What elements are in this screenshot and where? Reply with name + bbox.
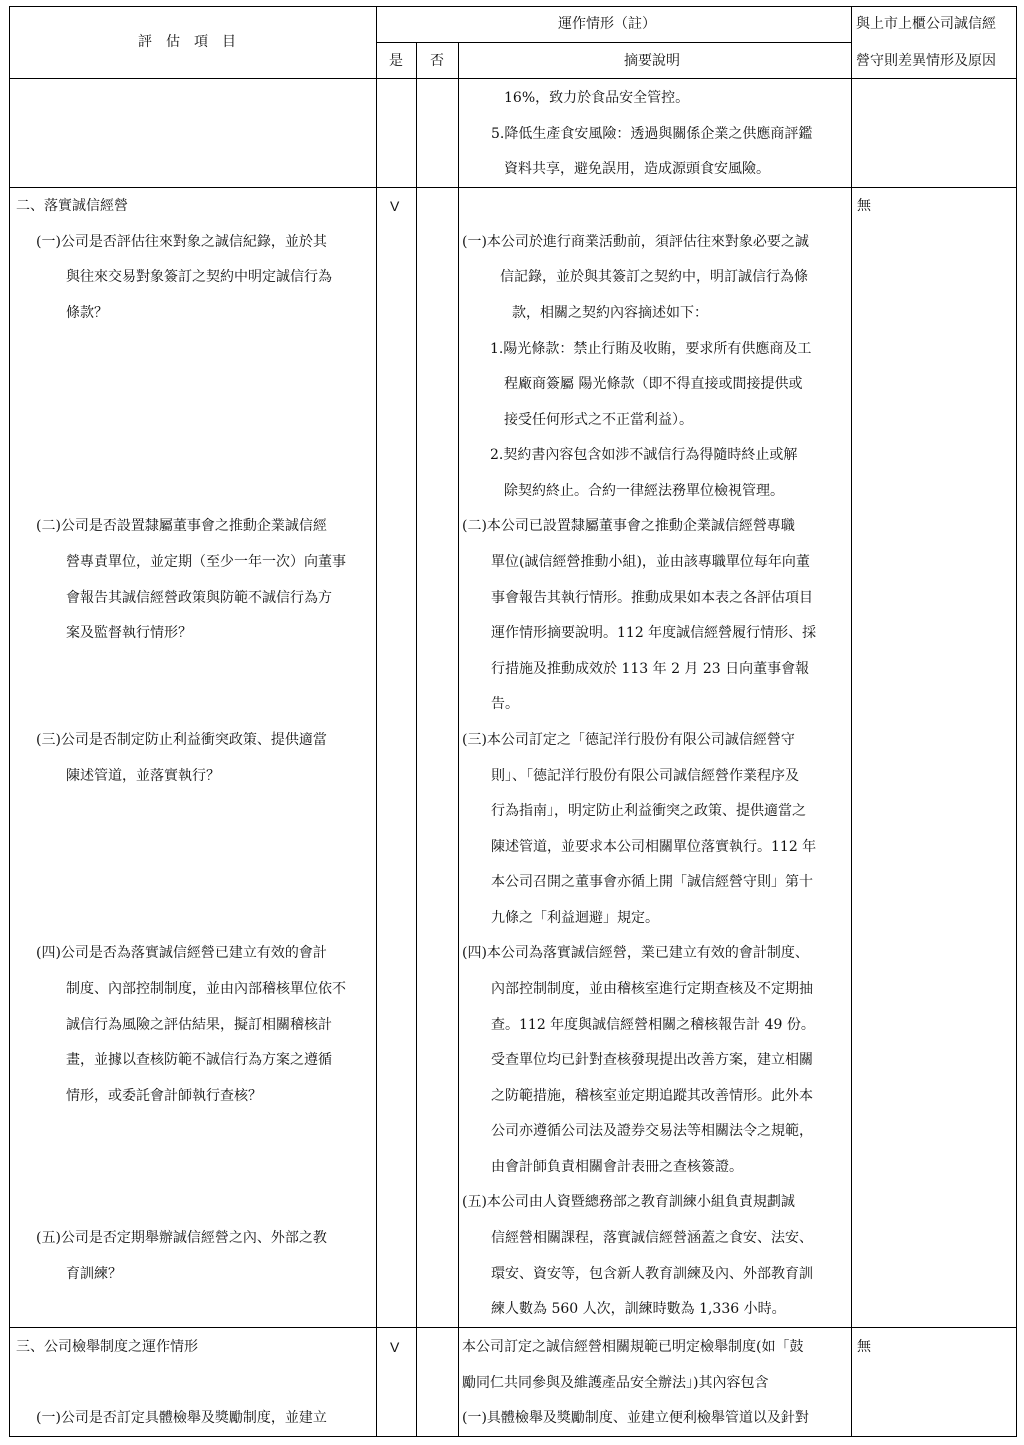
s2-a3-line: 九條之「利益迴避」規定。 [491,910,659,926]
s2-q1-line: 與往來交易對象簽訂之契約中明定誠信行為 [66,269,332,285]
header-summary: 摘要說明 [624,53,680,69]
s2-a2-line: 行措施及推動成效於 113 年 2 月 23 日向董事會報 [491,661,810,677]
table-top-border [9,6,1017,7]
header-mid-line [376,42,851,43]
table-bottom-border [9,1436,1017,1437]
s2-a3-line: 則」、「德記洋行股份有限公司誠信經營作業程序及 [491,768,799,784]
s2-a5-line: (五)本公司由人資暨總務部之教育訓練小組負責規劃誠 [462,1194,795,1210]
s2-a2-line: 單位(誠信經營推動小組)，並由該專職單位每年向董 [491,554,810,570]
s2-a1-line: 2.契約書內容包含如涉不誠信行為得隨時終止或解 [490,447,798,463]
s2-a2-line: 事會報告其執行情形。推動成果如本表之各評估項目 [491,590,813,606]
s2-q2-line: (二)公司是否設置隸屬董事會之推動企業誠信經 [36,518,327,534]
cont-line: 5.降低生產食安風險：透過與關係企業之供應商評鑑 [491,126,813,142]
col-line-summary [851,6,852,1437]
s2-q5-line: (五)公司是否定期舉辦誠信經營之內、外部之教 [36,1230,327,1246]
s2-q1-line: (一)公司是否評估往來對象之誠信紀錄，並於其 [36,234,327,250]
s2-a1-line: 接受任何形式之不正當利益）。 [504,412,693,428]
col-line-no [458,42,459,1437]
col-line-right [1016,6,1017,1437]
header-bottom-line [9,78,1017,79]
s3-title: 三、公司檢舉制度之運作情形 [16,1339,198,1355]
s2-a3-line: 本公司召開之董事會亦循上開「誠信經營守則」第十 [491,874,813,890]
s2-a1-line: 信記錄，並於與其簽訂之契約中，明訂誠信行為條 [500,269,808,285]
header-diff-line1: 與上市上櫃公司誠信經 [856,16,996,32]
s2-a3-line: 陳述管道，並要求本公司相關單位落實執行。112 年 [491,839,817,855]
s2-diff: 無 [857,198,871,214]
s2-q4-line: 畫，並據以查核防範不誠信行為方案之遵循 [66,1052,332,1068]
s2-a1-line: (一)本公司於進行商業活動前，須評估往來對象必要之誠 [462,234,809,250]
header-no: 否 [430,53,444,69]
s2-a4-line: 之防範措施，稽核室並定期追蹤其改善情形。此外本 [491,1088,813,1104]
s2-a1-line: 款，相關之契約內容摘述如下： [512,305,708,321]
s2-a1-line: 1.陽光條款：禁止行賄及收賄，要求所有供應商及工 [490,341,812,357]
s2-q3-line: (三)公司是否制定防止利益衝突政策、提供適當 [36,732,327,748]
s2-q2-line: 營專責單位，並定期（至少一年一次）向董事 [66,554,346,570]
s2-a2-line: 告。 [491,696,519,712]
s2-a3-line: 行為指南」，明定防止利益衝突之政策、提供適當之 [491,803,806,819]
s2-a4-line: (四)本公司為落實誠信經營，業已建立有效的會計制度、 [462,945,809,961]
s2-q4-line: 誠信行為風險之評估結果，擬訂相關稽核計 [66,1017,332,1033]
s2-a4-line: 由會計師負責相關會計表冊之查核簽證。 [491,1159,743,1175]
s2-q2-line: 案及監督執行情形？ [66,625,192,641]
s3-diff: 無 [857,1339,871,1355]
s3-a1-line: (一)具體檢舉及獎勵制度、並建立便利檢舉管道以及針對 [462,1410,809,1426]
header-diff-line2: 營守則差異情形及原因 [856,53,996,69]
s2-a1-line: 程廠商簽屬 陽光條款（即不得直接或間接提供或 [504,376,803,392]
s3-intro-line: 勵同仁共同參與及維護產品安全辦法」)其內容包含 [462,1375,769,1391]
s2-a5-line: 環安、資安等，包含新人教育訓練及內、外部教育訓 [491,1266,813,1282]
header-item: 評 估 項 目 [138,34,236,50]
cont-line: 資料共享，避免誤用，造成源頭食安風險。 [504,161,770,177]
s2-yes-mark: V [390,198,400,214]
s2-q4-line: 制度、內部控制制度，並由內部稽核單位依不 [66,981,346,997]
s2-a4-line: 受查單位均已針對查核發現提出改善方案，建立相關 [491,1052,813,1068]
cont-line: 16%，致力於食品安全管控。 [504,90,690,106]
s2-a4-line: 內部控制制度，並由稽核室進行定期查核及不定期抽 [491,981,813,997]
row-divider-s2 [9,187,1017,188]
row-divider-s3 [9,1327,1017,1328]
col-line-item [376,6,377,1437]
header-status: 運作情形（註） [558,16,656,32]
s2-a4-line: 查。112 年度與誠信經營相關之稽核報告計 49 份。 [491,1017,815,1033]
s3-yes-mark: V [390,1339,400,1355]
s2-q4-line: 情形，或委託會計師執行查核？ [66,1088,262,1104]
header-yes: 是 [389,53,403,69]
s2-a5-line: 練人數為 560 人次，訓練時數為 1,336 小時。 [491,1301,786,1317]
s3-intro-line: 本公司訂定之誠信經營相關規範已明定檢舉制度(如「鼓 [462,1339,804,1355]
col-line-yes [416,42,417,1437]
s2-q3-line: 陳述管道，並落實執行？ [66,768,220,784]
s2-a3-line: (三)本公司訂定之「德記洋行股份有限公司誠信經營守 [462,732,795,748]
s2-q4-line: (四)公司是否為落實誠信經營已建立有效的會計 [36,945,327,961]
s2-a1-line: 除契約終止。合約一律經法務單位檢視管理。 [504,483,784,499]
s2-a4-line: 公司亦遵循公司法及證券交易法等相關法令之規範， [491,1123,813,1139]
s2-q1-line: 條款？ [66,305,108,321]
s3-q1-line: (一)公司是否訂定具體檢舉及獎勵制度，並建立 [36,1410,327,1426]
col-line-left [9,6,10,1437]
s2-title: 二、落實誠信經營 [16,198,128,214]
s2-a2-line: 運作情形摘要說明。112 年度誠信經營履行情形、採 [491,625,817,641]
s2-q2-line: 會報告其誠信經營政策與防範不誠信行為方 [66,590,332,606]
s2-q5-line: 育訓練？ [66,1266,122,1282]
s2-a5-line: 信經營相關課程，落實誠信經營涵蓋之食安、法安、 [491,1230,813,1246]
s2-a2-line: (二)本公司已設置隸屬董事會之推動企業誠信經營專職 [462,518,795,534]
